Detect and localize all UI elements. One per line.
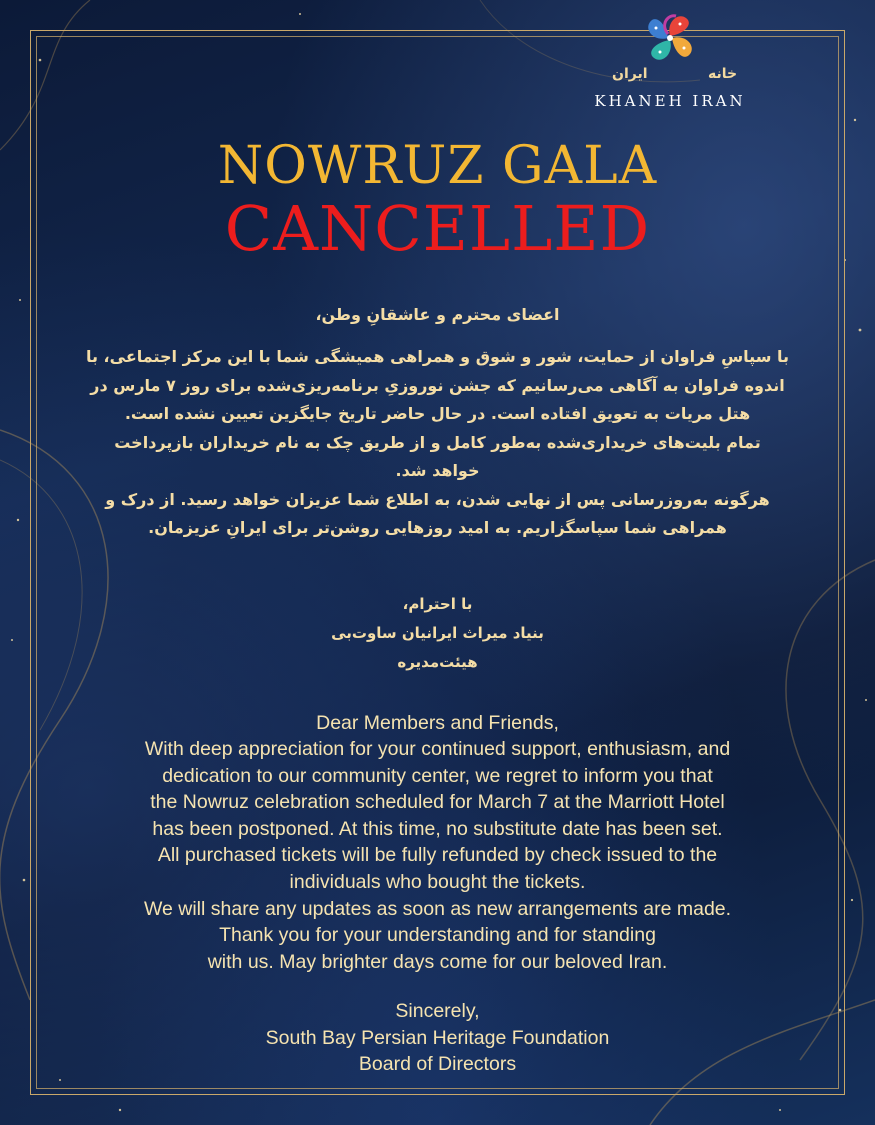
english-signature bbox=[40, 998, 835, 1078]
farsi-body-line: هرگونه به‌روزرسانی پس از نهایی شدن، به اطلاع شما عزیزان خواهد رسید. از درک و bbox=[105, 489, 770, 509]
english-sign-line: South Bay Persian Heritage Foundation bbox=[265, 1026, 610, 1049]
farsi-body-line: با سپاسِ فراوان از حمایت، شور و شوق و همراهی همیشگی شما با این مرکز اجتماعی، با bbox=[85, 347, 790, 366]
title-cancelled: CANCELLED bbox=[224, 192, 651, 265]
logo-text-khaneh-farsi: خانه bbox=[708, 66, 738, 82]
english-body-line: All purchased tickets will be fully refunded by check issued to the bbox=[157, 844, 718, 867]
english-body-line: With deep appreciation for your continued support, enthusiasm, and bbox=[144, 738, 731, 760]
khaneh-iran-logo bbox=[570, 10, 770, 110]
english-body-line: has been postponed. At this time, no substitute date has been set. bbox=[152, 817, 723, 840]
paisley-logo-icon bbox=[622, 10, 718, 68]
english-sign-line: Board of Directors bbox=[358, 1053, 517, 1076]
english-body-line: dedication to our community center, we regret to inform you that bbox=[162, 764, 713, 787]
english-greeting: Dear Members and Friends, bbox=[316, 712, 559, 734]
english-body-line: individuals who bought the tickets. bbox=[289, 870, 586, 893]
title-nowruz-gala: NOWRUZ GALA bbox=[217, 136, 658, 196]
english-body-line: with us. May brighter days come for our beloved Iran. bbox=[207, 950, 668, 973]
english-body-line: Thank you for your understanding and for standing bbox=[219, 924, 656, 947]
logo-text-english: KHANEH IRAN bbox=[594, 92, 746, 110]
farsi-body-line: تمام بلیت‌های خریداری‌شده به‌طور کامل و از طریق چک به نام خریداران بازپرداخت bbox=[114, 432, 761, 452]
logo-text-iran-farsi: ایران bbox=[612, 66, 648, 82]
english-body-line: the Nowruz celebration scheduled for March 7 at the Marriott Hotel bbox=[150, 791, 725, 814]
english-sign-line: Sincerely, bbox=[395, 1000, 480, 1022]
farsi-signature bbox=[70, 590, 805, 677]
farsi-body-line: خواهد شد. bbox=[395, 461, 480, 480]
farsi-body-line: هتل مریات به تعویق افتاده است. در حال حاضر تاریخ جایگزین تعیین نشده است. bbox=[124, 404, 751, 423]
farsi-message-body bbox=[70, 343, 805, 543]
english-message-body bbox=[40, 736, 835, 975]
farsi-body-line: همراهی شما سپاسگزاریم. به امید روزهایی روشن‌تر برای ایرانِ عزیزمان. bbox=[148, 518, 727, 537]
english-body-line: We will share any updates as soon as new arrangements are made. bbox=[143, 897, 732, 920]
farsi-body-line: اندوه فراوان به آگاهی می‌رسانیم که جشن نوروزیِ برنامه‌ریزی‌شده برای روز ۷ مارس در bbox=[90, 375, 785, 395]
farsi-sign-line: با احترام، bbox=[402, 595, 473, 613]
farsi-greeting: اعضای محترم و عاشقانِ وطن، bbox=[315, 305, 560, 324]
farsi-sign-line: هیئت‌مدیره bbox=[397, 653, 478, 671]
farsi-sign-line: بنیاد میراث ایرانیان ساوت‌بی bbox=[331, 624, 544, 642]
